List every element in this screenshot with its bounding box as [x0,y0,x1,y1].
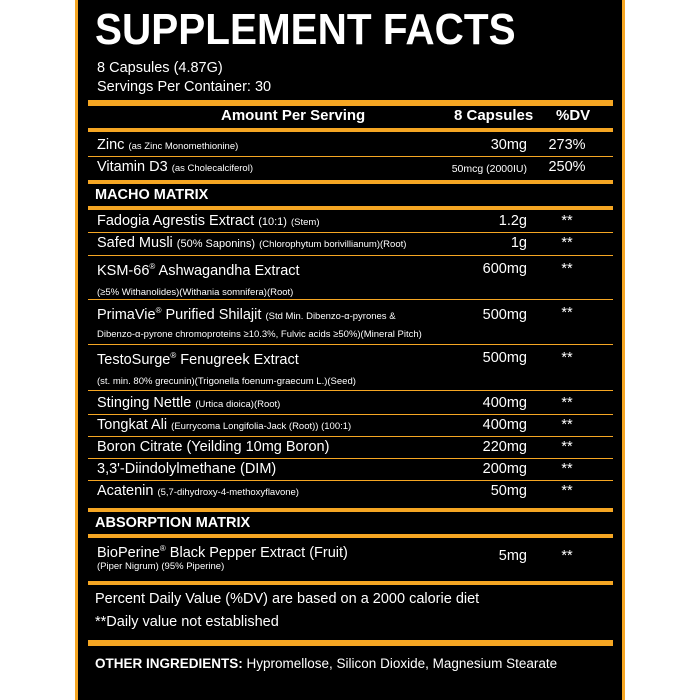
nutrient-dv: 273% [548,137,586,153]
row-divider [88,299,613,300]
ingredient-subdetail: (Piper Nigrum) (95% Piperine) [97,561,225,572]
divider-other-ingredients [88,640,613,646]
divider-section [88,508,613,512]
ingredient-amount: 1.2g [498,213,527,229]
ingredient-dv: ** [561,548,573,564]
section-absorption-matrix: ABSORPTION MATRIX [95,515,251,531]
nutrient-dv: 250% [548,159,586,175]
ingredient-name: BioPerine® Black Pepper Extract (Fruit) [97,544,348,561]
ingredient-dv: ** [561,439,573,455]
ingredient-dv: ** [561,305,573,321]
footnote-not-established: **Daily value not established [95,614,279,630]
divider-header [88,128,613,132]
ingredient-subdetail: (≥5% Withanolides)(Withania somnifera)(Root) [97,287,294,298]
row-divider [88,232,613,233]
footnote-dv: Percent Daily Value (%DV) are based on a 2000 calorie diet [95,591,480,607]
section-macho-matrix: MACHO MATRIX [95,187,209,203]
ingredient-amount: 500mg [482,350,527,366]
ingredient-dv: ** [561,350,573,366]
ingredient-amount: 50mg [490,483,527,499]
row-divider [88,156,613,157]
row-divider [88,390,613,391]
ingredient-name: KSM-66® Ashwagandha Extract [97,262,300,279]
ingredient-amount: 400mg [482,395,527,411]
ingredient-amount: 400mg [482,417,527,433]
nutrient-amount: 50mcg (2000IU) [451,163,527,175]
nutrient-name: Zinc (as Zinc Monomethionine) [97,137,239,153]
ingredient-name: TestoSurge® Fenugreek Extract [97,351,299,368]
ingredient-amount: 220mg [482,439,527,455]
ingredient-name: 3,3'-Diindolylmethane (DIM) [97,461,277,477]
divider-section [88,206,613,210]
ingredient-name: PrimaVie® Purified Shilajit (Std Min. Dibenzo-α-pyrones & [97,306,396,323]
row-divider [88,458,613,459]
divider-section [88,180,613,184]
page-title: SUPPLEMENT FACTS [95,5,516,54]
header-capsules: 8 Capsules [454,107,534,124]
row-divider [88,255,613,256]
ingredient-amount: 500mg [482,307,527,323]
row-divider [88,436,613,437]
ingredient-amount: 200mg [482,461,527,477]
ingredient-dv: ** [561,417,573,433]
nutrient-name: Vitamin D3 (as Cholecalciferol) [97,159,253,175]
ingredient-subdetail: Dibenzo-α-pyrone chromoproteins ≥10.3%, Fulvic acids ≥50%)(Mineral Pitch) [97,329,422,340]
ingredient-name: Tongkat Ali (Eurrycoma Longifolia-Jack (Root)) (100:1) [97,417,352,433]
ingredient-name: Safed Musli (50% Saponins) (Chlorophytum borivillianum)(Root) [97,235,407,251]
other-ingredients-value: Hypromellose, Silicon Dioxide, Magnesium Stearate [242,656,558,671]
ingredient-dv: ** [561,261,573,277]
ingredient-amount: 600mg [482,261,527,277]
other-ingredients-label: OTHER INGREDIENTS: [95,656,243,671]
header-amount-per-serving: Amount Per Serving [221,107,366,124]
other-ingredients [95,655,557,673]
ingredient-name: Boron Citrate (Yeilding 10mg Boron) [97,439,330,455]
servings-per-container: Servings Per Container: 30 [97,79,272,95]
ingredient-amount: 5mg [498,548,527,564]
divider-section [88,534,613,538]
row-divider [88,480,613,481]
ingredient-subdetail: (st. min. 80% grecunin)(Trigonella foenum-graecum L.)(Seed) [97,376,356,387]
serving-size: 8 Capsules (4.87G) [97,60,223,76]
ingredient-name: Stinging Nettle (Urtica dioica)(Root) [97,395,281,411]
header-dv: %DV [556,107,591,124]
ingredient-dv: ** [561,213,573,229]
ingredient-dv: ** [561,235,573,251]
ingredient-dv: ** [561,395,573,411]
nutrient-amount: 30mg [490,137,527,153]
ingredient-name: Fadogia Agrestis Extract (10:1) (Stem) [97,213,320,229]
ingredient-dv: ** [561,461,573,477]
ingredient-name: Acatenin (5,7-dihydroxy-4-methoxyflavone) [97,483,299,499]
ingredient-amount: 1g [510,235,527,251]
ingredient-dv: ** [561,483,573,499]
row-divider [88,344,613,345]
row-divider [88,414,613,415]
divider-footnotes [88,581,613,585]
